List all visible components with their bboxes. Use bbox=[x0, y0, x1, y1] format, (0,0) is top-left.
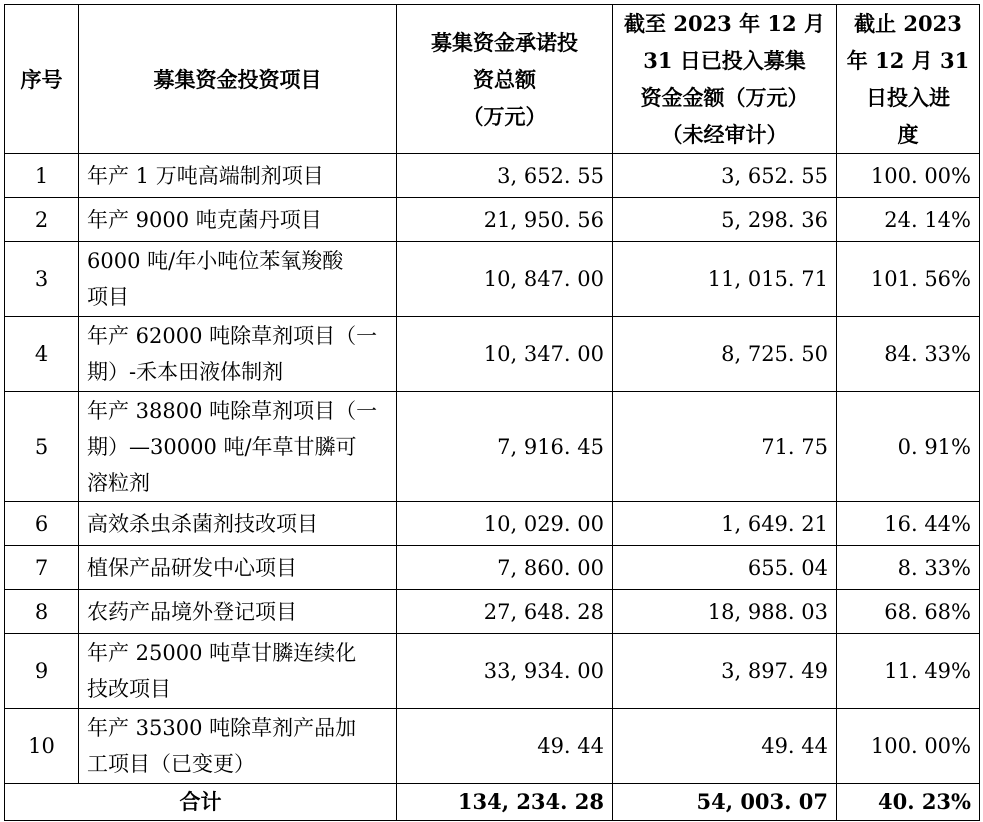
row-committed: 10, 029. 00 bbox=[397, 502, 613, 546]
row-project-name-line: 年产 1 万吨高端制剂项目 bbox=[87, 163, 324, 188]
row-project-name-line: 期）—30000 吨/年草甘膦可 bbox=[87, 434, 357, 459]
row-project-name-line: 年产 62000 吨除草剂项目（一 bbox=[87, 324, 378, 348]
row-project-name-line: 年产 9000 吨克菌丹项目 bbox=[87, 207, 322, 232]
row-committed: 10, 347. 00 bbox=[397, 317, 613, 392]
row-project-name bbox=[79, 198, 397, 242]
row-no: 6 bbox=[5, 502, 79, 546]
header-committed-line: （万元） bbox=[462, 103, 547, 129]
table-row bbox=[5, 392, 980, 502]
row-project-name-line: 农药产品境外登记项目 bbox=[87, 599, 297, 624]
row-committed: 27, 648. 28 bbox=[397, 590, 613, 634]
row-project-name bbox=[79, 634, 397, 709]
row-project-name bbox=[79, 242, 397, 317]
table-row bbox=[5, 709, 980, 784]
row-project-name-line: 技改项目 bbox=[87, 677, 171, 701]
header-invested-line: 资金金额（万元） bbox=[640, 85, 809, 110]
row-committed: 10, 847. 00 bbox=[397, 242, 613, 317]
row-project-name-line: 年产 25000 吨草甘膦连续化 bbox=[87, 641, 357, 665]
row-project-name-line: 植保产品研发中心项目 bbox=[87, 555, 297, 580]
row-no: 7 bbox=[5, 546, 79, 590]
row-invested: 11, 015. 71 bbox=[613, 242, 837, 317]
row-progress: 8. 33% bbox=[837, 546, 980, 590]
table-row bbox=[5, 634, 980, 709]
header-committed bbox=[397, 5, 613, 154]
row-no: 5 bbox=[5, 392, 79, 502]
row-project-name-line: 年产 38800 吨除草剂项目（一 bbox=[87, 398, 378, 423]
row-project-name-line: 高效杀虫杀菌剂技改项目 bbox=[87, 511, 318, 536]
row-project-name-line: 项目 bbox=[87, 285, 129, 309]
row-progress: 100. 00% bbox=[837, 709, 980, 784]
row-committed: 21, 950. 56 bbox=[397, 198, 613, 242]
row-progress: 100. 00% bbox=[837, 154, 980, 198]
header-committed-line: 募集资金承诺投 bbox=[431, 29, 578, 55]
total-label: 合计 bbox=[5, 784, 397, 821]
row-project-name bbox=[79, 392, 397, 502]
row-project-name-line: 6000 吨/年小吨位苯氧羧酸 bbox=[87, 249, 344, 273]
row-committed: 7, 916. 45 bbox=[397, 392, 613, 502]
row-progress: 68. 68% bbox=[837, 590, 980, 634]
table-row bbox=[5, 590, 980, 634]
header-invested-line: 截至 2023 年 12 月 bbox=[624, 11, 825, 36]
table-row bbox=[5, 154, 980, 198]
row-no: 8 bbox=[5, 590, 79, 634]
row-no: 1 bbox=[5, 154, 79, 198]
row-progress: 11. 49% bbox=[837, 634, 980, 709]
table-row bbox=[5, 242, 980, 317]
row-project-name-line: 期）-禾本田液体制剂 bbox=[87, 360, 284, 384]
row-invested: 71. 75 bbox=[613, 392, 837, 502]
row-committed: 33, 934. 00 bbox=[397, 634, 613, 709]
header-row bbox=[5, 5, 980, 154]
row-committed: 3, 652. 55 bbox=[397, 154, 613, 198]
row-invested: 49. 44 bbox=[613, 709, 837, 784]
row-project-name bbox=[79, 502, 397, 546]
header-invested bbox=[613, 5, 837, 154]
row-no: 9 bbox=[5, 634, 79, 709]
header-project: 募集资金投资项目 bbox=[79, 5, 397, 154]
row-no: 3 bbox=[5, 242, 79, 317]
fund-investment-table bbox=[4, 4, 980, 821]
row-progress: 84. 33% bbox=[837, 317, 980, 392]
row-invested: 18, 988. 03 bbox=[613, 590, 837, 634]
total-invested: 54, 003. 07 bbox=[613, 784, 837, 821]
row-invested: 5, 298. 36 bbox=[613, 198, 837, 242]
row-committed: 49. 44 bbox=[397, 709, 613, 784]
row-no: 2 bbox=[5, 198, 79, 242]
header-invested-line: （未经审计） bbox=[661, 122, 788, 147]
row-project-name bbox=[79, 317, 397, 392]
row-project-name-line: 溶粒剂 bbox=[87, 470, 150, 495]
row-invested: 1, 649. 21 bbox=[613, 502, 837, 546]
row-progress: 24. 14% bbox=[837, 198, 980, 242]
table-row bbox=[5, 502, 980, 546]
row-invested: 8, 725. 50 bbox=[613, 317, 837, 392]
header-committed-line: 资总额 bbox=[473, 66, 536, 92]
table-row bbox=[5, 317, 980, 392]
row-progress: 101. 56% bbox=[837, 242, 980, 317]
row-no: 4 bbox=[5, 317, 79, 392]
header-progress bbox=[837, 5, 980, 154]
row-project-name bbox=[79, 709, 397, 784]
row-project-name bbox=[79, 154, 397, 198]
header-progress-line: 年 12 月 31 bbox=[846, 48, 970, 73]
header-invested-line: 31 日已投入募集 bbox=[643, 48, 806, 73]
row-invested: 3, 897. 49 bbox=[613, 634, 837, 709]
row-project-name-line: 工项目（已变更） bbox=[87, 752, 255, 776]
table-row bbox=[5, 198, 980, 242]
row-progress: 16. 44% bbox=[837, 502, 980, 546]
total-committed: 134, 234. 28 bbox=[397, 784, 613, 821]
row-project-name-line: 年产 35300 吨除草剂产品加 bbox=[87, 716, 357, 740]
header-progress-line: 度 bbox=[897, 122, 919, 147]
row-invested: 655. 04 bbox=[613, 546, 837, 590]
table-row bbox=[5, 546, 980, 590]
row-committed: 7, 860. 00 bbox=[397, 546, 613, 590]
row-no: 10 bbox=[5, 709, 79, 784]
total-row bbox=[5, 784, 980, 821]
header-progress-line: 截止 2023 bbox=[854, 11, 962, 36]
header-progress-line: 日投入进 bbox=[866, 85, 950, 110]
row-project-name bbox=[79, 590, 397, 634]
row-progress: 0. 91% bbox=[837, 392, 980, 502]
row-invested: 3, 652. 55 bbox=[613, 154, 837, 198]
row-project-name bbox=[79, 546, 397, 590]
header-no: 序号 bbox=[5, 5, 79, 154]
total-progress: 40. 23% bbox=[837, 784, 980, 821]
table-body bbox=[5, 154, 980, 784]
